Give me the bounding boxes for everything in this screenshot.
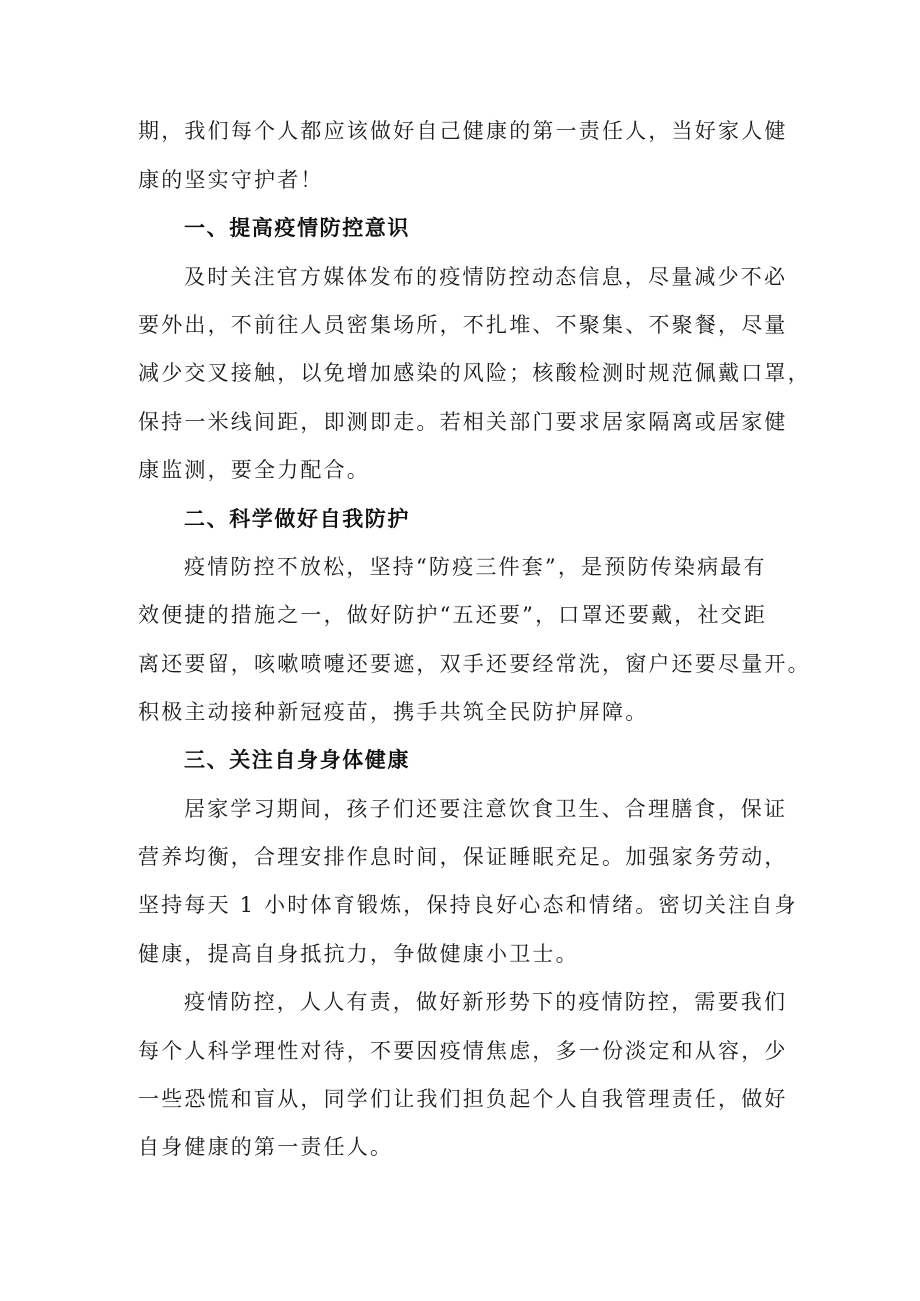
intro-line-1: 期，我们每个人都应该做好自己健康的第一责任人，当好家人健 — [138, 119, 788, 143]
section-1-line-2: 要外出，不前往人员密集场所，不扎堆、不聚集、不聚餐，尽量 — [138, 313, 788, 337]
section-1-line-5: 康监测，要全力配合。 — [138, 458, 370, 482]
section-3-heading: 三、关注自身身体健康 — [184, 748, 410, 772]
section-3-line-4: 健康，提高自身抵抗力，争做健康小卫士。 — [138, 942, 579, 966]
section-2-line-1: 疫情防控不放松，坚持“防疫三件套”，是预防传染病最有 — [184, 555, 767, 579]
closing-line-3: 一些恐慌和盲从，同学们让我们担负起个人自我管理责任，做好 — [138, 1087, 788, 1111]
intro-line-2: 康的坚实守护者！ — [138, 168, 324, 192]
section-1-line-4: 保持一米线间距，即测即走。若相关部门要求居家隔离或居家健 — [138, 410, 788, 434]
section-3-line-1: 居家学习期间，孩子们还要注意饮食卫生、合理膳食，保证 — [184, 797, 788, 821]
section-1-line-1: 及时关注官方媒体发布的疫情防控动态信息，尽量减少不必 — [184, 265, 788, 289]
closing-line-4: 自身健康的第一责任人。 — [138, 1135, 394, 1159]
section-3-line-2: 营养均衡，合理安排作息时间，保证睡眠充足。加强家务劳动， — [138, 845, 788, 869]
section-2-heading: 二、科学做好自我防护 — [184, 507, 410, 531]
closing-line-1: 疫情防控，人人有责，做好新形势下的疫情防控，需要我们 — [184, 990, 788, 1014]
section-1-line-3: 减少交叉接触，以免增加感染的风险；核酸检测时规范佩戴口罩， — [138, 361, 811, 385]
section-2-line-2: 效便捷的措施之一，做好防护“五还要”，口罩还要戴，社交距 — [138, 603, 768, 627]
closing-line-2: 每个人科学理性对待，不要因疫情焦虑，多一份淡定和从容，少 — [138, 1039, 788, 1063]
section-2-line-4: 积极主动接种新冠疫苗，携手共筑全民防护屏障。 — [138, 700, 649, 724]
section-1-heading: 一、提高疫情防控意识 — [184, 216, 410, 240]
section-2-line-3: 离还要留，咳嗽喷嚏还要遮，双手还要经常洗，窗户还要尽量开。 — [138, 652, 811, 676]
section-3-line-3: 坚持每天 1 小时体育锻炼，保持良好心态和情绪。密切关注自身 — [138, 893, 798, 917]
